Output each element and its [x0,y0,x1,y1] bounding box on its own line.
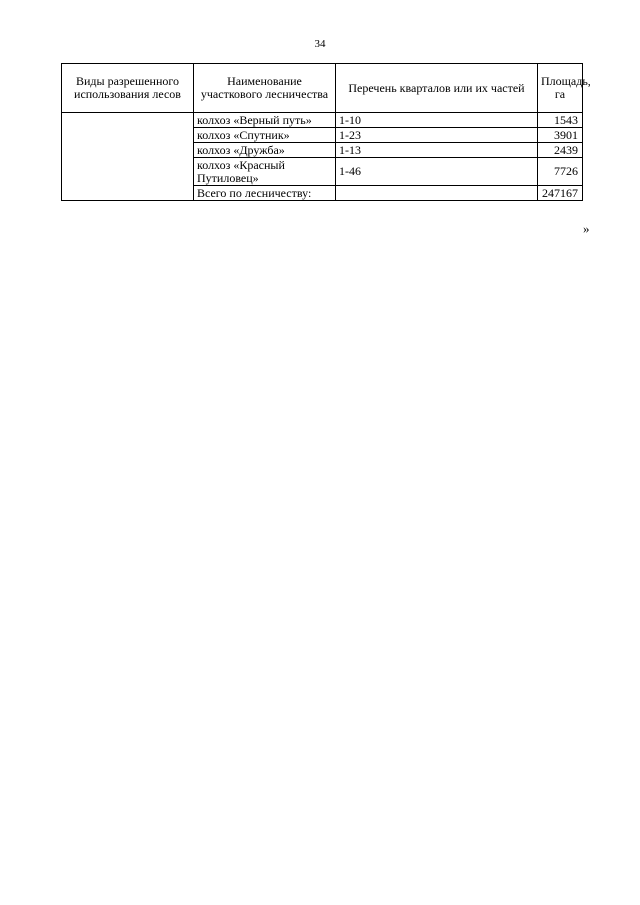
total-label-cell: Всего по лесничеству: [194,186,336,201]
closing-quote: » [583,221,590,236]
header-use-type: Виды разрешенного использования лесов [62,64,194,113]
header-forestry-name: Наименование участкового лесничества [194,64,336,113]
forestry-table [61,63,591,201]
quarters-cell: 1-46 [336,158,538,186]
area-cell: 2439 [538,143,583,158]
quarters-cell: 1-23 [336,128,538,143]
forestry-name-cell: колхоз «Спутник» [194,128,336,143]
total-area-cell: 247167 [538,186,583,201]
quarters-cell: 1-13 [336,143,538,158]
quarters-cell: 1-10 [336,113,538,128]
table-row [62,113,583,128]
forestry-name-cell: колхоз «Красный Путиловец» [194,158,336,186]
use-type-cell [62,113,194,201]
area-cell: 7726 [538,158,583,186]
table-header-row [62,64,583,113]
header-area: Площадь, га [538,64,583,113]
page-number: 34 [314,38,326,50]
area-cell: 1543 [538,113,583,128]
header-quarters-list: Перечень кварталов или их частей [336,64,538,113]
forestry-name-cell: колхоз «Верный путь» [194,113,336,128]
area-cell: 3901 [538,128,583,143]
forestry-name-cell: колхоз «Дружба» [194,143,336,158]
total-quarters-cell [336,186,538,201]
